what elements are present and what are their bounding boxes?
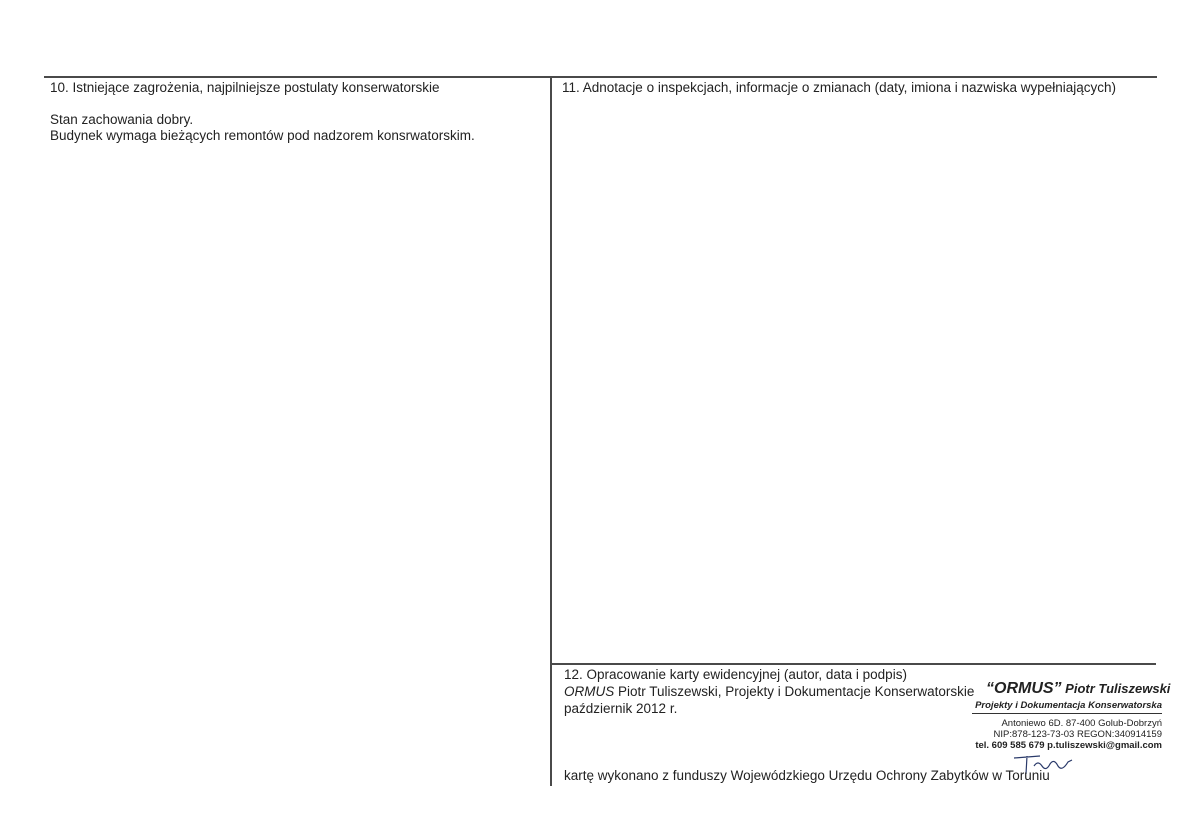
stamp-ids: NIP:878-123-73-03 REGON:340914159: [993, 729, 1162, 740]
stamp-contact: tel. 609 585 679 p.tuliszewski@gmail.com: [975, 740, 1162, 751]
author-rest: Piotr Tuliszewski, Projekty i Dokumentacje Konserwatorskie: [614, 684, 975, 699]
company-stamp: [972, 680, 1171, 751]
author-italic: ORMUS: [564, 684, 615, 699]
author-line: [564, 684, 974, 700]
stamp-owner-name: Piotr Tuliszewski: [1061, 681, 1171, 696]
column-divider: [550, 76, 552, 786]
top-rule: [44, 76, 1157, 78]
date-text: październik 2012 r.: [564, 701, 678, 716]
condition-text: Stan zachowania dobry.: [50, 112, 194, 127]
section10-heading: 10. Istniejące zagrożenia, najpilniejsze postulaty konserwatorskie: [50, 80, 440, 95]
stamp-subtitle: Projekty i Dokumentacja Konserwatorska: [972, 700, 1162, 714]
stamp-address: Antoniewo 6D. 87-400 Golub-Dobrzyń: [1001, 718, 1162, 729]
repair-note-text: Budynek wymaga bieżących remontów pod nadzorem konsrwatorskim.: [50, 128, 475, 143]
stamp-title: [986, 680, 1171, 698]
section12-top-rule: [550, 663, 1156, 665]
section11-heading: 11. Adnotacje o inspekcjach, informacje o zmianach (daty, imiona i nazwiska wypełniających): [562, 80, 1117, 95]
section12-heading: 12. Opracowanie karty ewidencyjnej (autor, data i podpis): [564, 667, 907, 682]
funding-note: kartę wykonano z funduszy Wojewódzkiego Urzędu Ochrony Zabytków w Toruniu: [564, 768, 1050, 783]
stamp-company-name: “ORMUS”: [986, 680, 1062, 697]
